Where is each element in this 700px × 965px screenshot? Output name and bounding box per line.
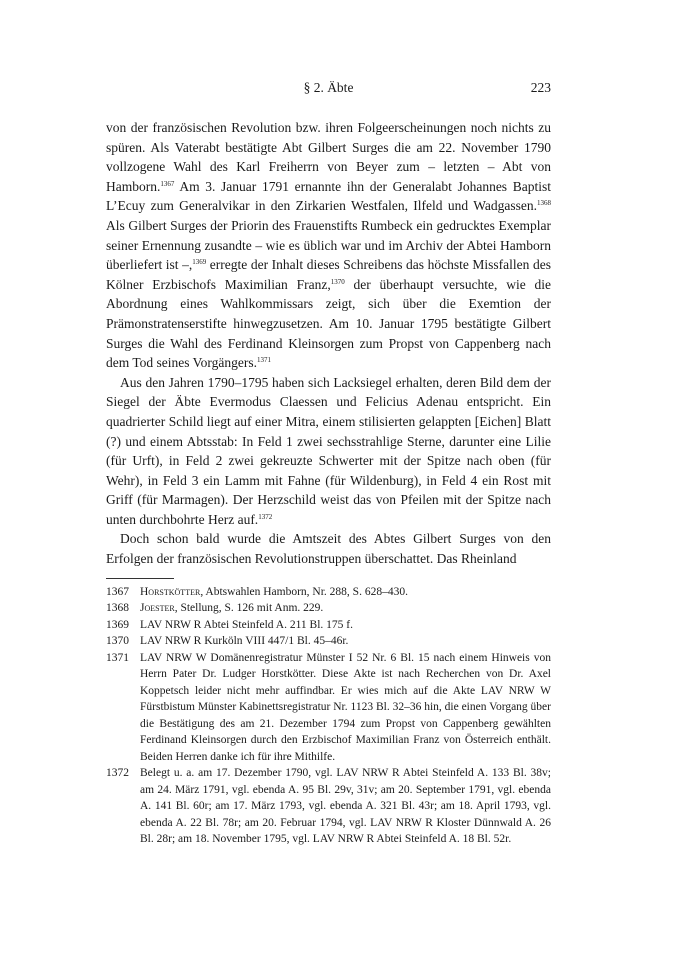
footnote-author: Horstkötter [140,585,201,598]
footnote-number: 1370 [106,635,129,648]
footnote-text [140,600,551,617]
text-run: Aus den Jahren 1790–1795 haben sich Lacksiegel erhalten, deren Bild dem der Siegel der Äbte Evermodus Claessen und Felicius Adenau entspricht. Ein quadrierter Schild liegt auf einer Mitra, einem stilisierten gelappten [Eichen] Blatt (?) und einem Abtsstab: In Feld 1 zwei sechsstrahlige Sterne, darunter eine Lilie (für Urft), in Feld 2 zwei gekreuzte Schwerter mit der Spitze nach oben (für Wehr), in Feld 3 ein Lamm mit Fahne (für Wildenburg), in Feld 4 ein Rost mit Griff (für Marmagen). Der Herzschild weist das von Pfeilen mit der Spitze nach unten durchbohrte Herz auf. [106,374,551,527]
paragraph [106,529,551,568]
footnote-ref: 1371 [257,356,272,365]
footnote-divider [106,578,174,579]
footnote-text [140,650,551,766]
footnote-ref: 1369 [192,258,207,267]
text-run: Doch schon bald wurde die Amtszeit des Abtes Gilbert Surges von den Erfolgen der französischen Revolutionstruppen überschattet. Das Rheinland [106,531,551,567]
footnote-ref: 1370 [330,277,345,286]
footnote-ref: 1372 [258,512,273,521]
text-run: von der französischen Revolution bzw. ihren Folgeerscheinungen noch nichts zu spüren. Als Vaterabt bestätigte Abt Gilbert Surges die am 22. November 1790 vollzogene Wahl des Karl Freiherrn von Beyer zum – letzten – Abt von Hamborn. [106,120,551,194]
footnote-body: LAV NRW W Domänenregistratur Münster I 52 Nr. 6 Bl. 15 nach einem Hinweis von Herrn Pater Dr. Ludger Horstkötter. Diese Akte ist nach Recherchen von Dr. Axel Koppetsch leider nicht mehr auffindbar. Er wies mich auf die Akte LAV NRW W Fürstbistum Münster Kabinettsregistratur Nr. 1123 Bl. 32–36 hin, die einen Vorgang über die Bestätigung des am 21. Dezember 1794 zum Propst von Cappenberg gewählten Ferdinand Kleinsorgen durch den Erzbischof Maximilian Franz von Österreich enthält. Beiden Herren danke ich für ihre Mithilfe. [140,651,551,763]
text-run: erregte der Inhalt dieses Schreibens das höchste Missfallen des Kölner Erzbischofs Maximilian Franz, [106,257,551,292]
footnote [106,617,551,634]
footnote-number: 1372 [106,767,129,780]
footnote-author: Joester [140,602,175,615]
footnote-body: , Stellung, S. 126 mit Anm. 229. [174,602,324,615]
page-number: 223 [530,80,551,95]
footnote-body: Belegt u. a. am 17. Dezember 1790, vgl. LAV NRW R Abtei Steinfeld A. 133 Bl. 38v; am 24. März 1791, vgl. ebenda A. 95 Bl. 29v, 31v; am 20. September 1791, vgl. ebenda A. 141 Bl. 60r; am 17. März 1793, vgl. ebenda A. 321 Bl. 43r; am 18. April 1793, vgl. ebenda A. 22 Bl. 78r; am 20. Februar 1794, vgl. LAV NRW R Kloster Dünnwald A. 26 Bl. 28r; am 18. November 1795, vgl. LAV NRW R Abtei Steinfeld A. 18 Bl. 52r. [140,767,551,846]
paragraph [106,118,551,373]
footnote [106,633,551,650]
text-run: Am 3. Januar 1791 ernannte ihn der Generalabt Johannes Baptist L’Ecuy zum Generalvikar in den Zirkarien Westfalen, Ilfeld und Wadgassen. [106,178,551,214]
footnote-text [140,617,551,634]
section-title: § 2. Äbte [303,80,354,95]
footnote-text [140,633,551,650]
footnote-number: 1371 [106,651,129,664]
footnote-number: 1368 [106,602,129,615]
footnote-number: 1367 [106,585,129,598]
document-page [106,80,551,848]
footnote [106,600,551,617]
footnote-ref: 1368 [537,199,551,208]
footnote-text [140,765,551,848]
paragraph [106,373,551,530]
footnote-ref: 1367 [160,179,175,188]
text-run: der überhaupt versuchte, wie die Abordnung eines Wahlkommissars zeigt, sich über die Exemtion der Prämonstratenserstifte hinwegzusetzen. Am 10. Januar 1795 bestätigte Gilbert Surges die Wahl des Ferdinand Kleinsorgen zum Propst von Cappenberg nach dem Tod seines Vorgängers. [106,276,551,371]
footnote-body: LAV NRW R Abtei Steinfeld A. 211 Bl. 175 f. [140,618,353,631]
main-text [106,118,551,569]
text-run: Als Gilbert Surges der Priorin des Frauenstifts Rumbeck ein gedrucktes Exemplar seiner Ernennung zusandte – wie es üblich war und im Archiv der Abtei Hamborn überliefert ist –, [106,217,551,273]
footnote-text [140,584,551,601]
footnote [106,650,551,766]
footnotes [106,584,551,848]
footnote-body: , Abtswahlen Hamborn, Nr. 288, S. 628–430. [200,585,408,598]
footnote-body: LAV NRW R Kurköln VIII 447/1 Bl. 45–46r. [140,635,349,648]
footnote [106,765,551,848]
running-head [106,80,551,102]
footnote-number: 1369 [106,618,129,631]
footnote [106,584,551,601]
